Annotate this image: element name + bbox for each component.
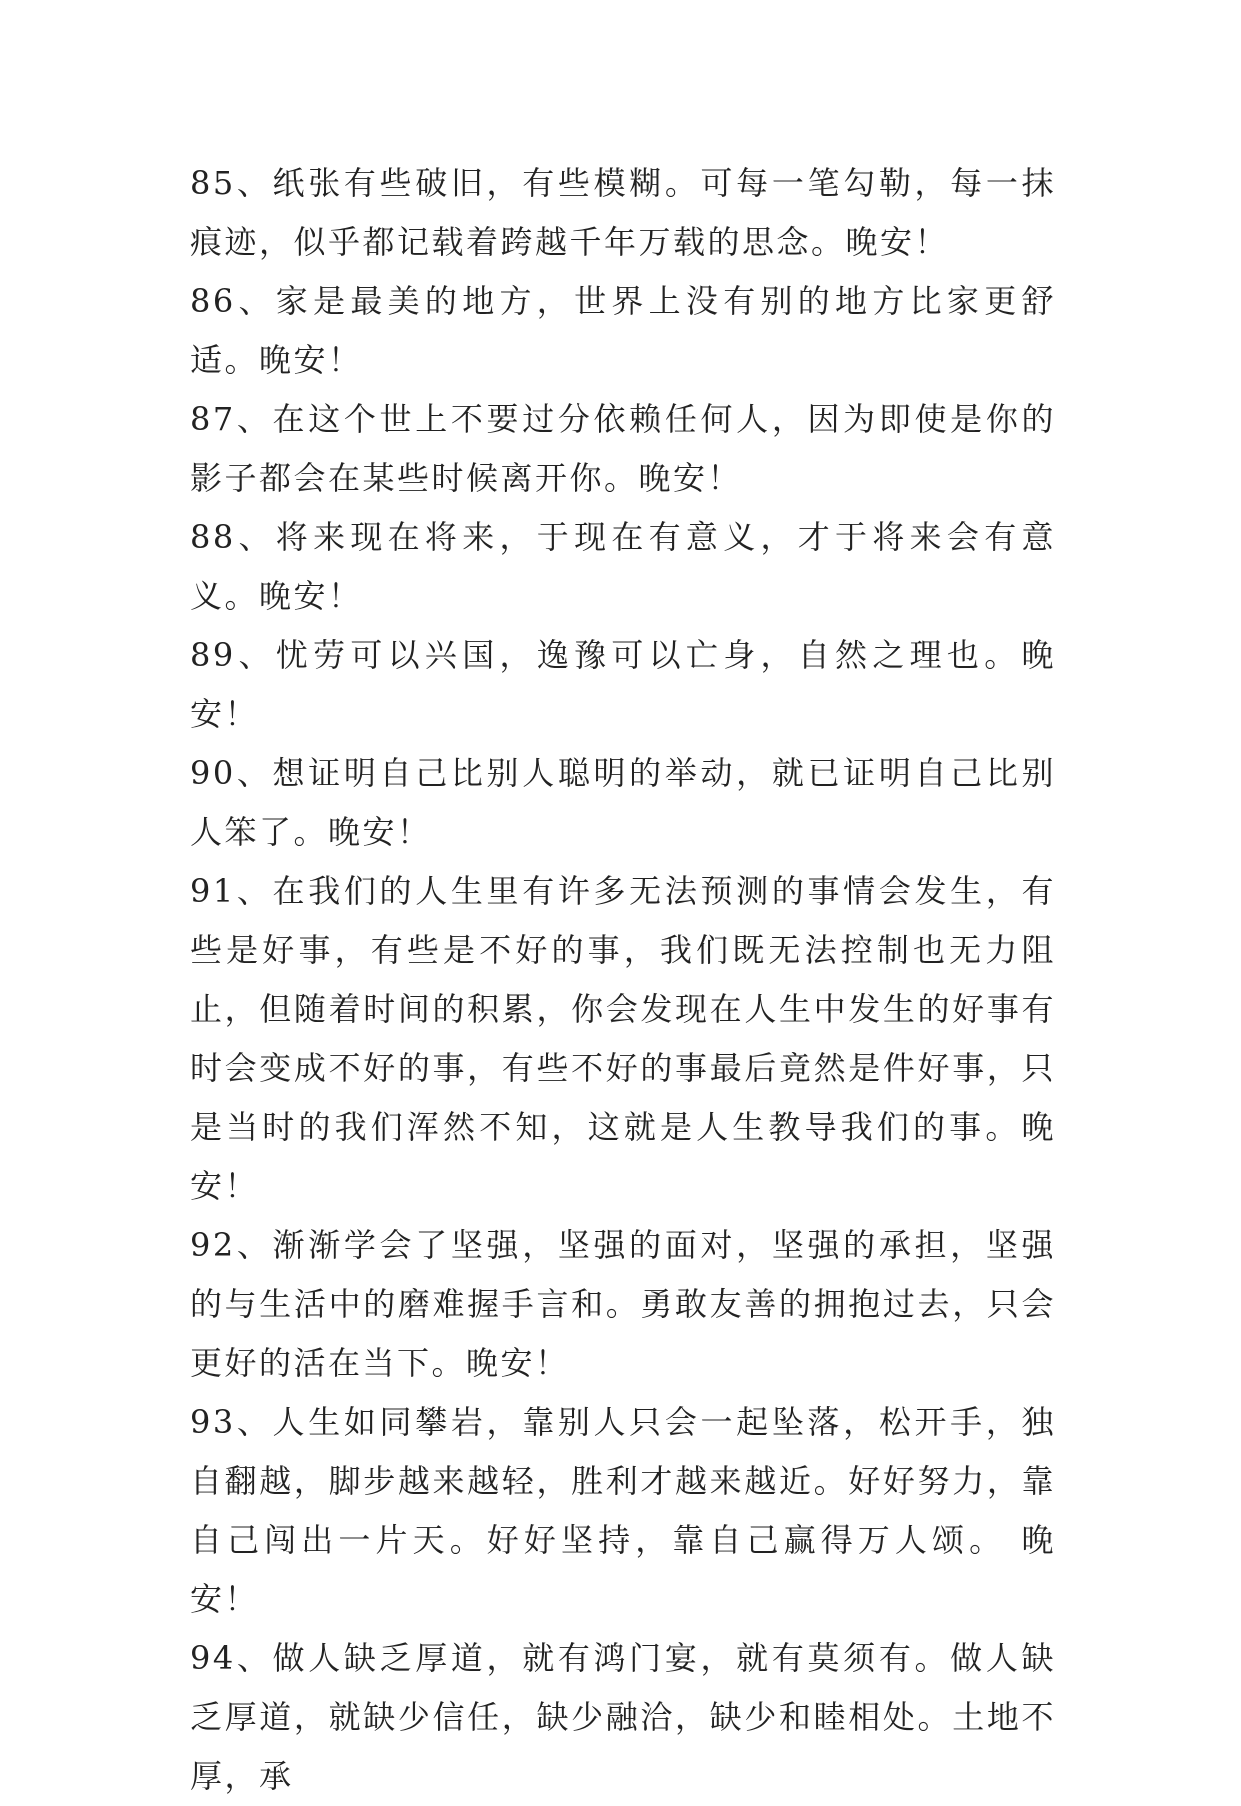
paragraph-89: 89、忧劳可以兴国，逸豫可以亡身，自然之理也。晚安！ [190,636,1056,733]
paragraph-85: 85、纸张有些破旧，有些模糊。可每一笔勾勒，每一抹痕迹，似乎都记载着跨越千年万载的思念。晚安！ [190,164,1056,261]
paragraph-90: 90、想证明自己比别人聪明的举动，就已证明自己比别人笨了。晚安！ [190,754,1056,851]
paragraph-88: 88、将来现在将来，于现在有意义，才于将来会有意义。晚安！ [190,518,1056,615]
paragraph-91: 91、在我们的人生里有许多无法预测的事情会发生，有些是好事，有些是不好的事，我们既无法控制也无力阻止，但随着时间的积累，你会发现在人生中发生的好事有时会变成不好的事，有些不好的事最后竟然是件好事，只是当时的我们浑然不知，这就是人生教导我们的事。晚安！ [190,872,1056,1205]
paragraph-86: 86、家是最美的地方，世界上没有别的地方比家更舒适。晚安！ [190,282,1056,379]
paragraph-87: 87、在这个世上不要过分依赖任何人，因为即使是你的影子都会在某些时候离开你。晚安！ [190,400,1056,497]
paragraph-94: 94、做人缺乏厚道，就有鸿门宴，就有莫须有。做人缺乏厚道，就缺少信任，缺少融洽，缺少和睦相处。土地不厚，承 [190,1639,1056,1795]
paragraph-93: 93、人生如同攀岩，靠别人只会一起坠落，松开手，独自翻越，脚步越来越轻，胜利才越来越近。好好努力，靠自己闯出一片天。好好坚持，靠自己赢得万人颂。 晚安！ [190,1403,1056,1618]
paragraph-92: 92、渐渐学会了坚强，坚强的面对，坚强的承担，坚强的与生活中的磨难握手言和。勇敢友善的拥抱过去，只会更好的活在当下。晚安！ [190,1226,1056,1382]
document-body [190,154,1056,1806]
